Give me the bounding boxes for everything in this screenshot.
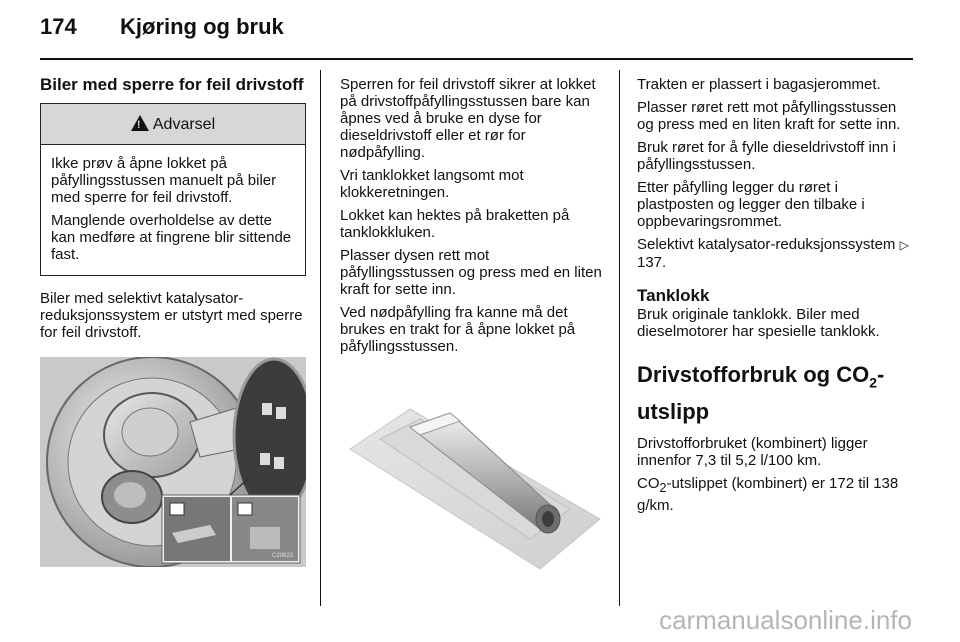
consumption-heading-part1: Drivstofforbruk og CO bbox=[637, 362, 870, 387]
cross-ref-page[interactable]: 137. bbox=[637, 254, 667, 271]
consumption-heading-part2: -utslipp bbox=[637, 362, 885, 425]
consumption-heading bbox=[637, 360, 913, 427]
fuel-filler-illustration bbox=[40, 357, 306, 567]
co2-part2: -utslippet (kombinert) er 172 til 138 g/km. bbox=[637, 475, 899, 515]
warning-body bbox=[41, 145, 305, 275]
col2-paragraph-4: Plasser dysen rett mot påfyllingsstussen og press med en liten kraft for sette inn. bbox=[340, 247, 602, 298]
col3-paragraph-4: Etter påfylling legger du røret i plastposten og legger den tilbake i oppbevaringsrommet. bbox=[637, 179, 865, 230]
col3-paragraph-3: Bruk røret for å fylle dieseldrivstoff inn i påfyllingsstussen. bbox=[637, 139, 896, 173]
col2-paragraph-1: Sperren for feil drivstoff sikrer at lokket på drivstoffpåfyllingsstussen bare kan åpnes ved å bruke en dyse for dieseldrivstoff eller et rør for nødpåfylling. bbox=[340, 76, 596, 161]
figure-code: C20823 bbox=[272, 553, 294, 559]
col3-paragraph-2: Plasser røret rett mot påfyllingsstussen og press med en liten kraft for sette inn. bbox=[637, 99, 901, 133]
col3-paragraph-1: Trakten er plassert i bagasjerommet. bbox=[637, 76, 881, 93]
column-3 bbox=[637, 76, 913, 520]
column-1 bbox=[40, 76, 306, 567]
page-reference-arrow-icon: ▷ bbox=[899, 238, 909, 252]
funnel-illustration bbox=[340, 369, 605, 579]
watermark: carmanualsonline.info bbox=[659, 605, 912, 635]
co2-sub: 2 bbox=[659, 481, 667, 496]
header-rule bbox=[40, 58, 913, 60]
cross-ref-text: Selektivt katalysator-reduksjonssystem bbox=[637, 236, 896, 253]
consumption-paragraph: Drivstofforbruket (kombinert) ligger innenfor 7,3 til 5,2 l/100 km. bbox=[637, 435, 868, 470]
page-header bbox=[40, 14, 920, 46]
warning-title-bar bbox=[41, 104, 305, 145]
chapter-title: Kjøring og bruk bbox=[120, 14, 284, 39]
col2-paragraph-3: Lokket kan hektes på braketten på tanklokkluken. bbox=[340, 207, 570, 241]
column-2 bbox=[340, 76, 605, 579]
consumption-heading-sub: 2 bbox=[869, 374, 878, 391]
warning-box bbox=[40, 103, 306, 276]
page-number: 174 bbox=[40, 14, 77, 39]
warning-text-1: Ikke prøv å åpne lokket på påfyllingsstussen manuelt på biler med sperre for feil drivstoff. bbox=[51, 155, 277, 206]
column-divider-1 bbox=[320, 70, 321, 606]
co2-part1: CO bbox=[637, 475, 660, 493]
co2-paragraph bbox=[637, 475, 913, 514]
warning-text-2: Manglende overholdelse av dette kan medføre at fingrene blir sittende fast. bbox=[51, 212, 292, 263]
tanklokk-paragraph: Bruk originale tanklokk. Biler med dieselmotorer har spesielle tanklokk. bbox=[637, 306, 880, 340]
warning-title: Advarsel bbox=[152, 115, 216, 133]
tanklokk-heading: Tanklokk bbox=[637, 286, 710, 305]
col2-paragraph-2: Vri tanklokket langsomt mot klokkeretningen. bbox=[340, 167, 524, 201]
section-heading: Biler med sperre for feil drivstoff bbox=[40, 75, 304, 94]
intro-paragraph: Biler med selektivt katalysator-reduksjonssystem er utstyrt med sperre for feil drivstoff. bbox=[40, 290, 303, 341]
column-divider-2 bbox=[619, 70, 620, 606]
col3-paragraph-5 bbox=[637, 236, 913, 271]
warning-triangle-icon bbox=[131, 115, 149, 131]
col2-paragraph-5: Ved nødpåfylling fra kanne må det brukes en trakt for å åpne lokket på påfyllingsstussen. bbox=[340, 304, 576, 355]
